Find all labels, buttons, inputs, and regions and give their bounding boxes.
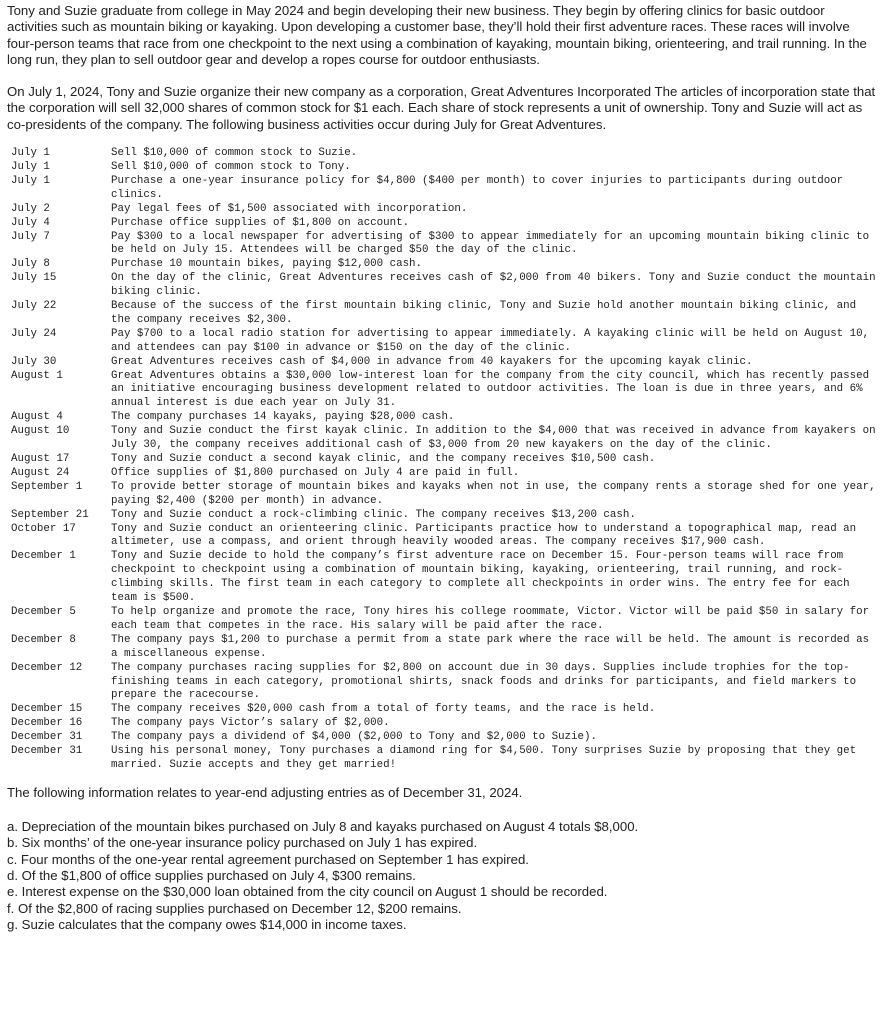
transaction-row (7, 272, 877, 300)
transaction-row (7, 745, 877, 773)
transaction-row (7, 231, 877, 259)
transaction-description: Great Adventures obtains a $30,000 low-interest loan for the company from the city council, which has recently passed an initiative encouraging business development related to outdoor activities. The loan is due in three years, and 6% annual interest is due each year on July 31. (111, 369, 870, 410)
transaction-date: August 24 (11, 466, 70, 479)
transaction-date: August 4 (11, 411, 63, 424)
transaction-date: August 10 (11, 425, 70, 438)
transaction-description: The company purchases racing supplies for $2,800 on account due in 30 days. Supplies include trophies for the top-finishing teams in each category, promotional shirts, snack foods and drinks for participants, and field markers to prepare the racecourse. (111, 661, 857, 702)
transaction-description: Tony and Suzie decide to hold the company’s first adventure race on December 15. Four-person teams will race from checkpoint to checkpoint using a combination of mountain biking, kayaking, orienteering, trail running, and rock-climbing skills. The first team in each category to complete all checkpoints in order wins. The entry fee for each team is $500. (111, 550, 850, 605)
transaction-description: Purchase 10 mountain bikes, paying $12,000 cash. (111, 258, 423, 271)
transaction-description: Office supplies of $1,800 purchased on July 4 are paid in full. (111, 466, 520, 479)
transaction-description: Because of the success of the first mountain biking clinic, Tony and Suzie hold another mountain biking clinic, and the company receives $2,300. (111, 300, 857, 326)
transaction-description: On the day of the clinic, Great Adventures receives cash of $2,000 from 40 bikers. Tony and Suzie conduct the mountain biking clinic. (111, 272, 876, 299)
transaction-row (7, 328, 877, 356)
transaction-description: The company pays a dividend of $4,000 ($2,000 to Tony and $2,000 to Suzie). (111, 731, 597, 744)
transaction-date: December 12 (11, 661, 83, 674)
transaction-row (7, 300, 877, 328)
transaction-date: August 17 (11, 453, 70, 466)
adjusting-entries-list (7, 819, 877, 933)
transaction-row (7, 509, 877, 523)
transaction-row (7, 717, 877, 731)
transaction-description: Sell $10,000 of common stock to Suzie. (111, 147, 358, 160)
transactions-list (7, 147, 877, 773)
adjustment-item: d. Of the $1,800 of office supplies purchased on July 4, $300 remains. (7, 868, 416, 884)
transaction-description: Using his personal money, Tony purchases a diamond ring for $4,500. Tony surprises Suzie by proposing that they get married. Suzie accepts and they get married! (111, 745, 857, 771)
company-paragraph: On July 1, 2024, Tony and Suzie organize their new company as a corporation, Great Adventures Incorporated The articles of incorporation state that the corporation will sell 32,000 shares of common stock for $1 each. Each share of stock represents a unit of ownership. Tony and Suzie will act as co-presidents of the company. The following business activities occur during July for Great Adventures. (7, 84, 876, 132)
transaction-row (7, 634, 877, 662)
transaction-date: July 8 (11, 258, 50, 271)
transaction-row (7, 606, 877, 634)
transaction-date: September 1 (11, 480, 83, 493)
transaction-description: Tony and Suzie conduct the first kayak clinic. In addition to the $4,000 that was received in advance from kayakers on July 30, the company receives additional cash of $3,000 from 20 new kayakers on the day of the clinic. (111, 425, 876, 452)
transaction-description: Pay $300 to a local newspaper for advertising of $300 to appear immediately for an upcoming mountain biking clinic to be held on July 15. Attendees will be charged $50 the day of the clinic. (111, 230, 870, 257)
transaction-date: July 1 (11, 160, 50, 173)
transaction-date: September 21 (11, 508, 89, 521)
transaction-row (7, 217, 877, 231)
transaction-row (7, 161, 877, 175)
transaction-date: December 31 (11, 745, 83, 758)
transaction-row (7, 523, 877, 551)
transaction-row (7, 453, 877, 467)
adjustment-item: e. Interest expense on the $30,000 loan obtained from the city council on August 1 should be recorded. (7, 884, 608, 900)
transaction-description: The company purchases 14 kayaks, paying $28,000 cash. (111, 411, 455, 424)
transaction-date: July 7 (11, 230, 50, 243)
transaction-description: Tony and Suzie conduct a rock-climbing clinic. The company receives $13,200 cash. (111, 508, 636, 521)
transaction-date: July 30 (11, 355, 57, 368)
transaction-description: The company pays Victor’s salary of $2,000. (111, 717, 390, 730)
transaction-date: July 24 (11, 327, 57, 340)
intro-paragraph: Tony and Suzie graduate from college in May 2024 and begin developing their new business. They begin by offering clinics for basic outdoor activities such as mountain biking or kayaking. Upon developing a customer base, they’ll hold their first adventure races. These races will involve four-person teams that race from one checkpoint to the next using a combination of kayaking, mountain biking, orienteering, and trail running. In the long run, they plan to sell outdoor gear and develop a ropes course for outdoor enthusiasts. (7, 3, 867, 67)
transaction-row (7, 175, 877, 203)
adjusting-entries-intro: The following information relates to year-end adjusting entries as of December 31, 2024. (7, 784, 523, 800)
transaction-date: August 1 (11, 369, 63, 382)
transaction-description: Tony and Suzie conduct an orienteering clinic. Participants practice how to understand a topographical map, read an altimeter, use a compass, and orient through heavily wooded areas. The company receives $17,900 cash. (111, 522, 857, 549)
transaction-row (7, 481, 877, 509)
transaction-date: July 4 (11, 216, 50, 229)
transaction-row (7, 370, 877, 412)
transaction-description: The company receives $20,000 cash from a total of forty teams, and the race is held. (111, 703, 656, 716)
transaction-description: The company pays $1,200 to purchase a permit from a state park where the race will be held. The amount is recorded as a miscellaneous expense. (111, 633, 870, 660)
transaction-date: December 31 (11, 731, 83, 744)
transaction-date: October 17 (11, 522, 76, 535)
transaction-row (7, 703, 877, 717)
adjustment-item: b. Six months’ of the one-year insurance policy purchased on July 1 has expired. (7, 835, 478, 851)
transaction-description: Purchase a one-year insurance policy for $4,800 ($400 per month) to cover injuries to participants during outdoor clinics. (111, 174, 844, 201)
transaction-row (7, 356, 877, 370)
transaction-description: Great Adventures receives cash of $4,000 in advance from 40 kayakers for the upcoming kayak clinic. (111, 355, 753, 368)
transaction-row (7, 731, 877, 745)
transaction-row (7, 425, 877, 453)
transaction-row (7, 550, 877, 606)
transaction-date: July 2 (11, 202, 50, 215)
document-page (7, 3, 877, 933)
transaction-date: December 5 (11, 605, 76, 618)
transaction-row (7, 258, 877, 272)
transaction-row (7, 147, 877, 161)
transaction-date: July 1 (11, 147, 50, 160)
adjustment-item: f. Of the $2,800 of racing supplies purchased on December 12, $200 remains. (7, 900, 462, 916)
transaction-description: Tony and Suzie conduct a second kayak clinic, and the company receives $10,500 cash. (111, 453, 656, 466)
adjustment-item: g. Suzie calculates that the company owes $14,000 in income taxes. (7, 916, 407, 932)
transaction-row (7, 411, 877, 425)
transaction-date: July 15 (11, 272, 57, 285)
transaction-row (7, 203, 877, 217)
transaction-description: To help organize and promote the race, Tony hires his college roommate, Victor. Victor will be paid $50 in salary for each team that competes in the race. His salary will be paid after the race. (111, 605, 870, 632)
transaction-date: July 1 (11, 174, 50, 187)
transaction-description: Sell $10,000 of common stock to Tony. (111, 160, 351, 173)
transaction-description: Pay $700 to a local radio station for advertising to appear immediately. A kayaking clinic will be held on August 10, and attendees can pay $100 in advance or $150 on the day of the clinic. (111, 327, 870, 354)
transaction-description: To provide better storage of mountain bikes and kayaks when not in use, the company rents a storage shed for one year, paying $2,400 ($200 per month) in advance. (111, 480, 876, 507)
transaction-date: December 16 (11, 717, 83, 730)
transaction-row (7, 662, 877, 704)
transaction-row (7, 467, 877, 481)
adjustment-item: a. Depreciation of the mountain bikes purchased on July 8 and kayaks purchased on August 4 totals $8,000. (7, 819, 639, 835)
transaction-date: July 22 (11, 300, 57, 313)
transaction-description: Purchase office supplies of $1,800 on account. (111, 216, 410, 229)
transaction-date: December 15 (11, 703, 83, 716)
transaction-date: December 8 (11, 633, 76, 646)
transaction-date: December 1 (11, 550, 76, 563)
transaction-description: Pay legal fees of $1,500 associated with incorporation. (111, 202, 468, 215)
adjustment-item: c. Four months of the one-year rental agreement purchased on September 1 has expired. (7, 851, 529, 867)
